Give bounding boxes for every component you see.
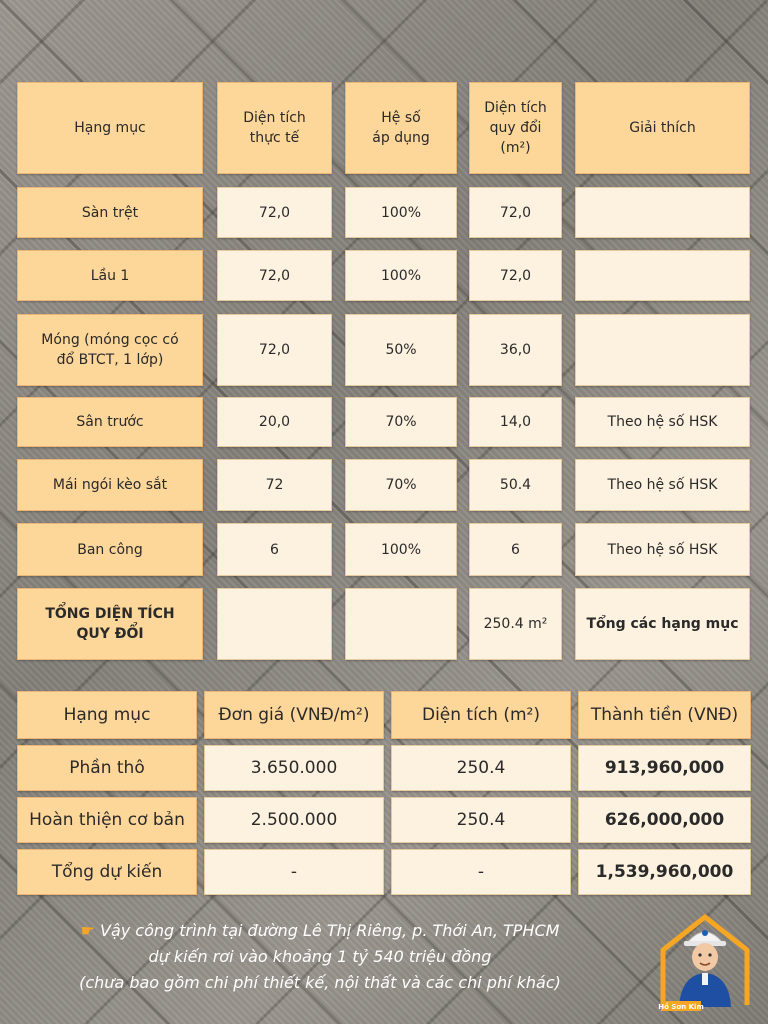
area-row-item: Sàn trệt [17,187,203,238]
area-row-converted: 6 [469,523,562,576]
area-header-note: Giải thích [575,82,750,174]
area-total-converted: 250.4 m² [469,588,562,660]
area-row-coef: 50% [345,314,457,386]
area-total-coef [345,588,457,660]
cost-row-area: 250.4 [391,745,571,791]
area-total-actual [217,588,332,660]
cost-row-total: 913,960,000 [578,745,751,791]
cost-row-unit-price: 2.500.000 [204,797,384,843]
summary-note [0,918,640,996]
summary-note-line-1 [0,918,640,944]
area-row-actual: 72,0 [217,187,332,238]
area-total-note: Tổng các hạng mục [575,588,750,660]
area-header-coef: Hệ số áp dụng [345,82,457,174]
cost-header-item: Hạng mục [17,691,197,739]
cost-row-item: Phần thô [17,745,197,791]
area-row-coef: 100% [345,523,457,576]
area-row-coef: 100% [345,250,457,301]
area-row-actual: 72,0 [217,250,332,301]
svg-text:Hồ Sơn Kim: Hồ Sơn Kim [658,1003,704,1011]
cost-total-amount: 1,539,960,000 [578,849,751,895]
area-header-item: Hạng mục [17,82,203,174]
area-row-item: Ban công [17,523,203,576]
area-row-actual: 72 [217,459,332,511]
cost-header-area: Diện tích (m²) [391,691,571,739]
area-row-note: Theo hệ số HSK [575,397,750,447]
area-row-note [575,314,750,386]
area-row-note: Theo hệ số HSK [575,523,750,576]
area-row-actual: 6 [217,523,332,576]
area-row-converted: 72,0 [469,187,562,238]
area-header-converted: Diện tích quy đổi (m²) [469,82,562,174]
area-total-label: TỔNG DIỆN TÍCH QUY ĐỔI [17,588,203,660]
cost-header-total: Thành tiền (VNĐ) [578,691,751,739]
summary-note-line-3: (chưa bao gồm chi phí thiết kế, nội thất và các chi phí khác) [79,973,561,992]
area-row-converted: 72,0 [469,250,562,301]
cost-row-item: Hoàn thiện cơ bản [17,797,197,843]
mascot-logo-icon [655,905,755,1015]
area-row-item: Mái ngói kèo sắt [17,459,203,511]
area-row-coef: 100% [345,187,457,238]
cost-row-total: 626,000,000 [578,797,751,843]
area-row-converted: 36,0 [469,314,562,386]
cost-row-area: 250.4 [391,797,571,843]
area-row-item: Móng (móng cọc có đổ BTCT, 1 lớp) [17,314,203,386]
area-row-item: Sân trước [17,397,203,447]
cost-row-unit-price: 3.650.000 [204,745,384,791]
area-row-actual: 20,0 [217,397,332,447]
area-row-note [575,250,750,301]
area-row-converted: 14,0 [469,397,562,447]
area-header-actual: Diện tích thực tế [217,82,332,174]
area-row-note [575,187,750,238]
cost-total-area: - [391,849,571,895]
summary-note-line-1-text: Vậy công trình tại đường Lê Thị Riêng, p. Thới An, TPHCM [100,921,560,940]
area-row-note: Theo hệ số HSK [575,459,750,511]
area-row-item: Lầu 1 [17,250,203,301]
brand-logo [655,905,755,1015]
area-row-actual: 72,0 [217,314,332,386]
pointing-hand-icon: ☛ [80,921,95,940]
cost-total-label: Tổng dự kiến [17,849,197,895]
area-row-converted: 50.4 [469,459,562,511]
area-row-coef: 70% [345,459,457,511]
cost-total-unit-price: - [204,849,384,895]
summary-note-line-2: dự kiến rơi vào khoảng 1 tỷ 540 triệu đồng [148,947,492,966]
cost-header-unit-price: Đơn giá (VNĐ/m²) [204,691,384,739]
area-row-coef: 70% [345,397,457,447]
